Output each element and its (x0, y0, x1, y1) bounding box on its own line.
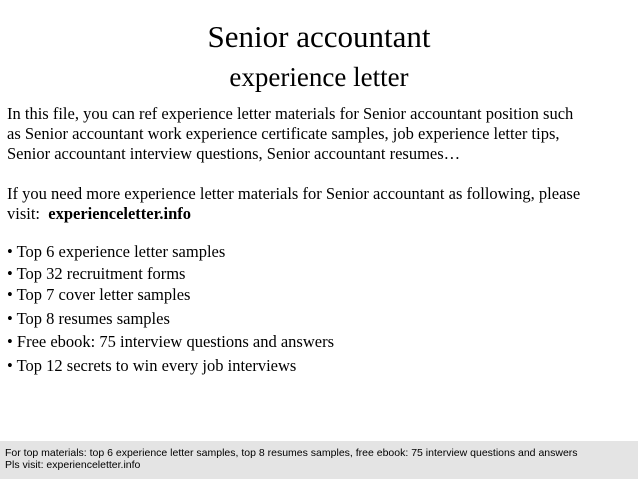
intro-line-2: as Senior accountant work experience certificate samples, job experience letter tips, (7, 124, 560, 143)
footer-line-1: For top materials: top 6 experience letter samples, top 8 resumes samples, free ebook: 75 interview questions and answers (5, 447, 578, 459)
footer-bar (0, 441, 638, 479)
intro-line-1: In this file, you can ref experience letter materials for Senior accountant position such (7, 104, 574, 123)
title-line-1: Senior accountant (207, 19, 431, 54)
more-line-1: If you need more experience letter materials for Senior accountant as following, please (7, 184, 581, 203)
list-item: • Top 12 secrets to win every job interviews (7, 355, 297, 375)
list-item: • Top 8 resumes samples (7, 308, 170, 328)
more-line-2 (7, 204, 635, 224)
visit-label: visit: (7, 204, 41, 223)
intro-line-3: Senior accountant interview questions, Senior accountant resumes… (7, 144, 461, 163)
title-line-2: experience letter (229, 62, 409, 92)
footer-line-2: Pls visit: experienceletter.info (5, 459, 141, 471)
list-item: • Top 6 experience letter samples (7, 242, 226, 261)
more-paragraph (7, 184, 635, 224)
list-item: • Top 7 cover letter samples (7, 285, 191, 304)
list-item: • Free ebook: 75 interview questions and answers (7, 332, 334, 351)
page-title (0, 18, 638, 94)
site-link[interactable]: experienceletter.info (48, 204, 192, 223)
list-item: • Top 32 recruitment forms (7, 263, 186, 283)
materials-list (7, 242, 635, 376)
main-content (7, 104, 635, 379)
intro-paragraph (7, 104, 635, 164)
